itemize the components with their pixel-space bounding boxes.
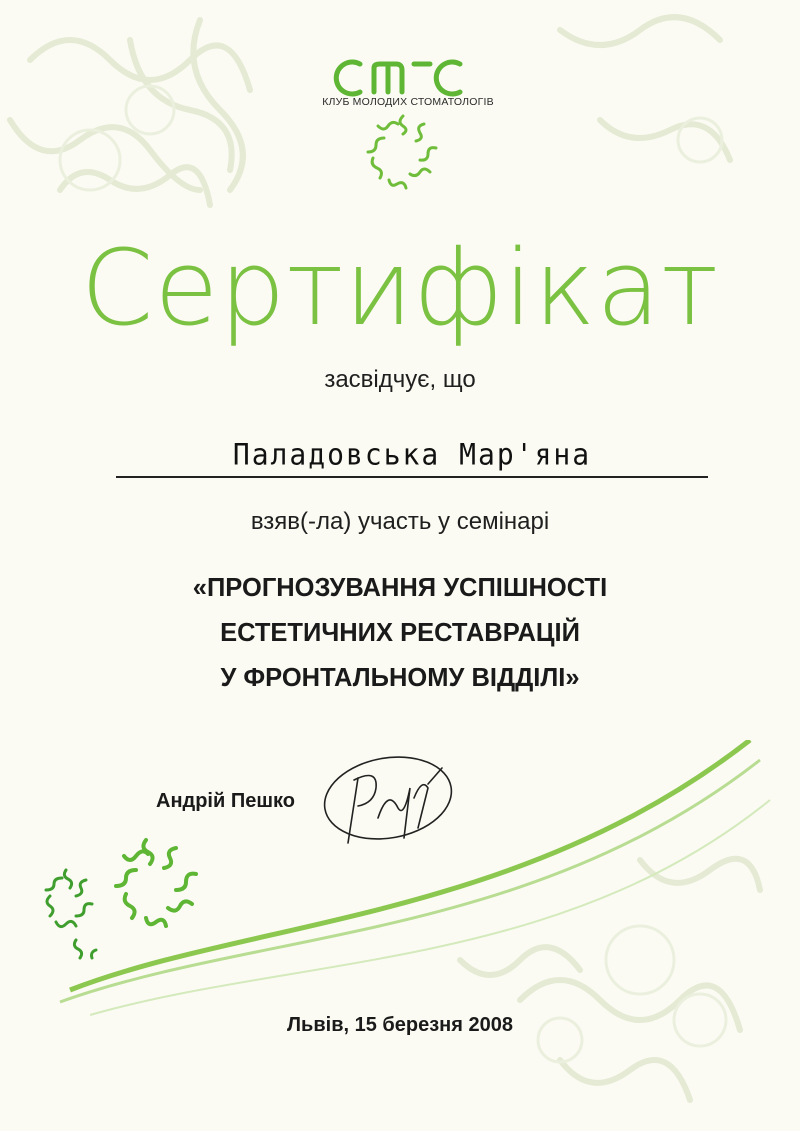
seminar-title-line: «ПРОГНОЗУВАННЯ УСПІШНОСТІ — [192, 574, 608, 602]
name-underline — [116, 476, 708, 478]
seminar-title-line: ЕСТЕТИЧНИХ РЕСТАВРАЦІЙ — [220, 619, 580, 647]
participation-text: взяв(-ла) участь у семінарі — [250, 508, 550, 535]
swirl-ornament-icon — [360, 110, 446, 196]
certificate-title: Сертифікат — [80, 227, 720, 349]
participant-name: Паладовська Мар'яна — [232, 437, 592, 472]
kms-logo-icon — [330, 58, 480, 98]
swirl-ornament-icon — [36, 830, 216, 970]
seminar-title — [0, 566, 800, 701]
certifies-text: засвідчує, що — [324, 366, 476, 393]
place-date: Львів, 15 березня 2008 — [287, 1014, 513, 1036]
seminar-title-line: У ФРОНТАЛЬНОМУ ВІДДІЛІ» — [220, 664, 580, 692]
signature-icon — [318, 748, 458, 858]
logo-subtitle: КЛУБ МОЛОДИХ СТОМАТОЛОГІВ — [322, 96, 494, 108]
participant-name-field — [116, 430, 708, 482]
signer-name: Андрій Пешко — [156, 790, 295, 812]
club-logo — [318, 58, 498, 198]
